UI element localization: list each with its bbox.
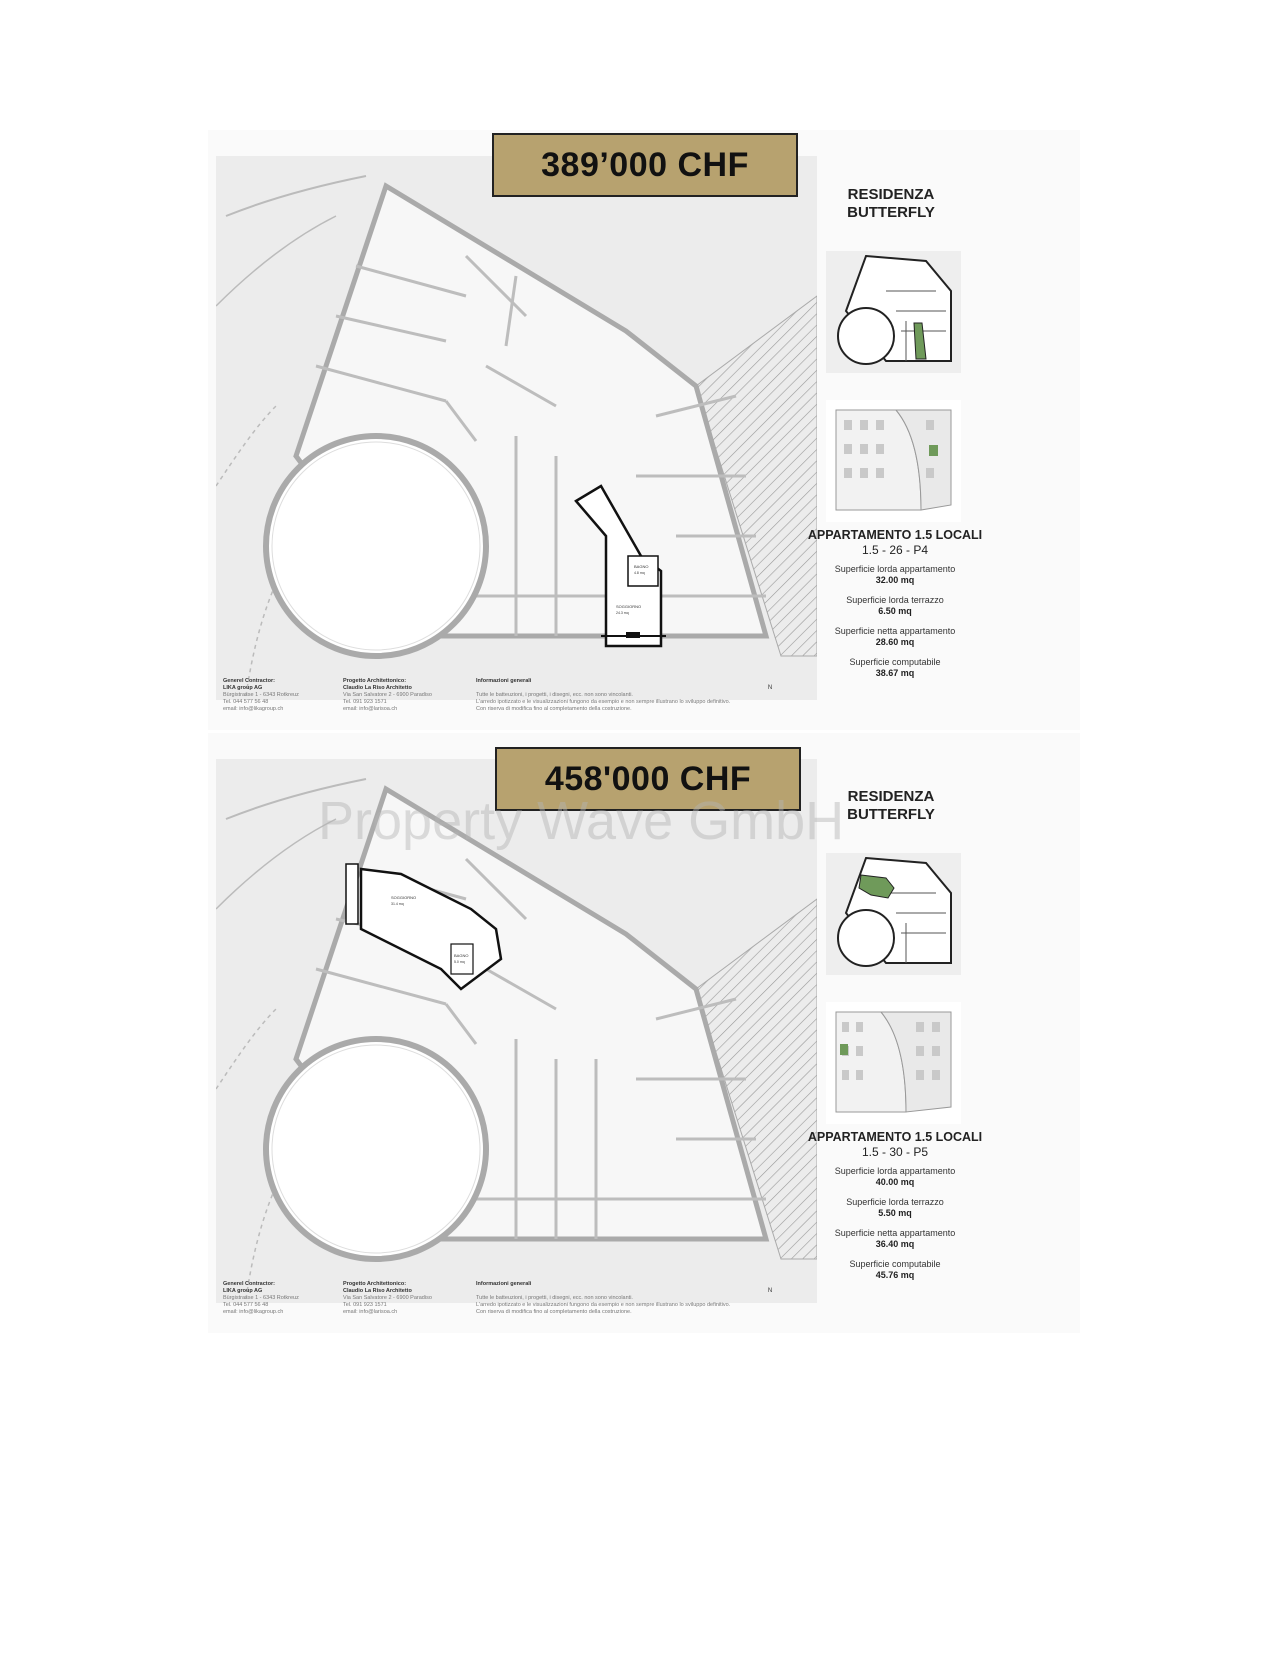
thumbnail-3d-2 [826, 1002, 961, 1124]
apartment-code-1: 1.5 - 26 - P4 [861, 543, 929, 557]
footer-contractor-1: Generel Contractor: LIKA group AG Bürgistrasse 1 - 6343 Rotkreuz Tel. 044 577 56 48 email: info@likagroup.ch [223, 678, 299, 712]
spec-net-apartment-1: Superficie netta appartamento 28.60 mq [834, 626, 956, 647]
room-label-bagno-2: BAGNO [454, 953, 469, 958]
footer-architect-2: Progetto Architettonico: Claudio La Riso Architetto Via San Salvatore 2 - 6900 Paradiso Tel. 091 923 1571 email: info@larisoa.ch [343, 1281, 432, 1315]
room-area-soggiorno-1: 24.3 mq [616, 611, 629, 615]
price-box-2: 458'000 CHF [495, 747, 801, 811]
footer-contractor-2: Generel Contractor: LIKA group AG Bürgistrasse 1 - 6343 Rotkreuz Tel. 044 577 56 48 email: info@likagroup.ch [223, 1281, 299, 1315]
room-label-soggiorno-2: SOGGIORNO [391, 895, 417, 900]
project-title-1: RESIDENZA BUTTERFLY [847, 186, 935, 221]
apartment-title-2: APPARTAMENTO 1.5 LOCALI [807, 1130, 983, 1144]
apartment-title-1: APPARTAMENTO 1.5 LOCALI [807, 528, 983, 542]
footer-info-2: Informazioni generali Tutte le batteuzioni, i progetti, i disegni, ecc. non sono vincolanti. L'arredo ipotizzato e le visualizzazioni fungono da esempio e non sempre illustrano lo sviluppo definitivo. Con riserva di modifica fino al completamento della costruzione. [476, 1281, 731, 1315]
price-box-1: 389’000 CHF [492, 133, 798, 197]
spec-gross-apartment-2: Superficie lorda appartamento 40.00 mq [834, 1166, 956, 1187]
spec-net-apartment-2: Superficie netta appartamento 36.40 mq [834, 1228, 956, 1249]
spec-gross-terrace-1: Superficie lorda terrazzo 6.50 mq [846, 595, 944, 616]
spec-gross-apartment-1: Superficie lorda appartamento 32.00 mq [834, 564, 956, 585]
room-area-bagno-1: 4.8 mq [634, 571, 645, 575]
footer-info-1: Informazioni generali Tutte le batteuzioni, i progetti, i disegni, ecc. non sono vincolanti. L'arredo ipotizzato e le visualizzazioni fungono da esempio e non sempre illustrano lo sviluppo definitivo. Con riserva di modifica fino al completamento della costruzione. [476, 678, 731, 712]
north-arrow-1: N [767, 685, 773, 691]
spec-computable-2: Superficie computabile 45.76 mq [849, 1259, 941, 1280]
watermark: Property Wave GmbH [318, 791, 845, 851]
spec-computable-1: Superficie computabile 38.67 mq [849, 657, 941, 678]
floor-plan-1 [216, 156, 817, 700]
apartment-code-2: 1.5 - 30 - P5 [861, 1145, 929, 1159]
north-arrow-2: N [767, 1288, 773, 1294]
room-label-soggiorno-1: SOGGIORNO [616, 604, 642, 609]
room-area-bagno-2: 5.0 mq [454, 960, 465, 964]
thumbnail-plan-1 [826, 251, 961, 373]
footer-architect-1: Progetto Architettonico: Claudio La Riso Architetto Via San Salvatore 2 - 6900 Paradiso Tel. 091 923 1571 email: info@larisoa.ch [343, 678, 432, 712]
project-title-2: RESIDENZA BUTTERFLY [847, 788, 935, 823]
room-area-soggiorno-2: 31.4 mq [391, 902, 404, 906]
thumbnail-3d-1 [826, 400, 961, 522]
spec-gross-terrace-2: Superficie lorda terrazzo 5.50 mq [846, 1197, 944, 1218]
room-label-bagno-1: BAGNO [634, 564, 649, 569]
thumbnail-plan-2 [826, 853, 961, 975]
